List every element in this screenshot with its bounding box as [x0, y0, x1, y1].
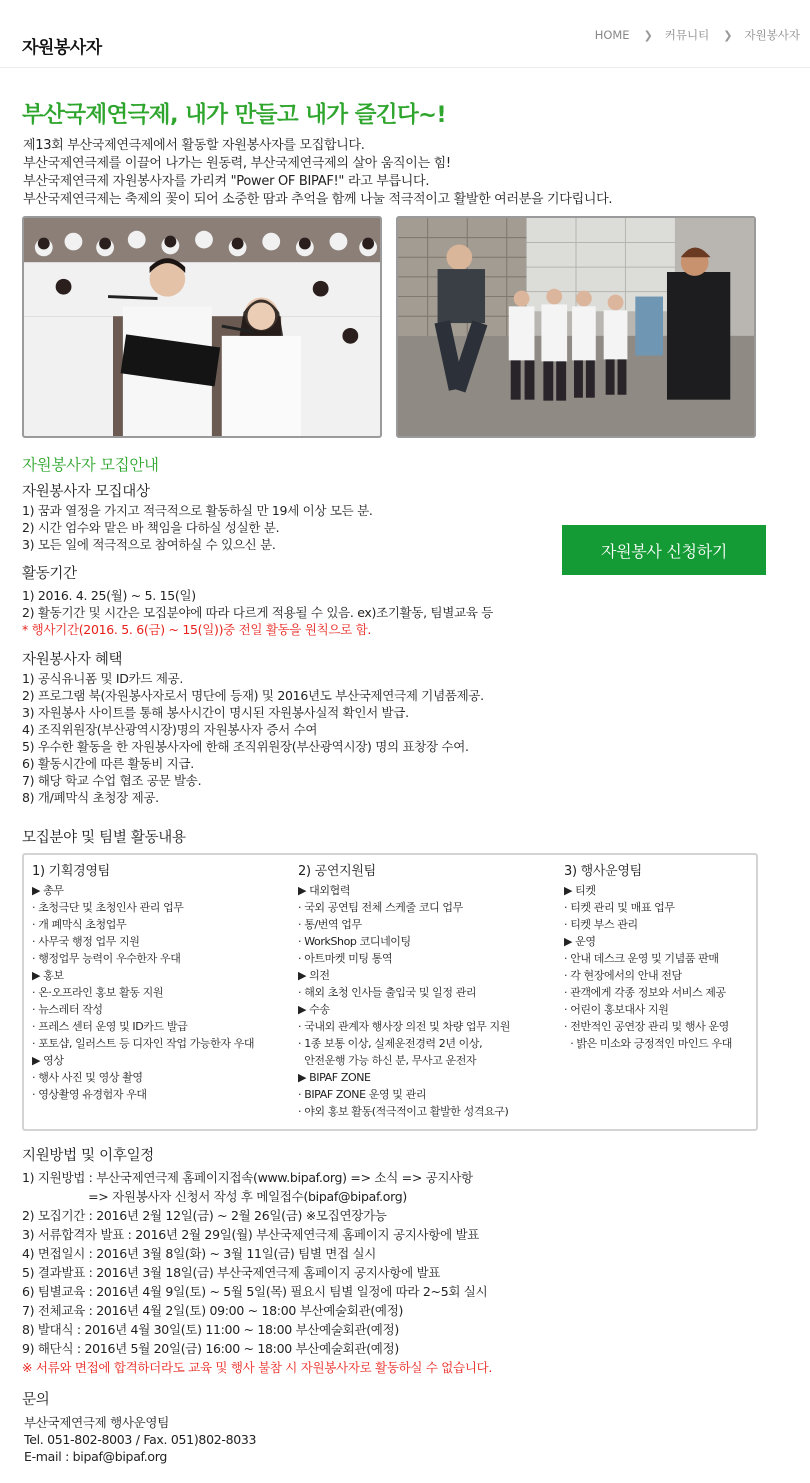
team-column-planning	[32, 863, 254, 1103]
team-line: · 영상촬영 유경험자 우대	[32, 1088, 147, 1101]
team-line: ▶ 영상	[32, 1054, 64, 1067]
list-item: 3) 모든 일에 적극적으로 참여하실 수 있으신 분.	[22, 537, 276, 552]
team-line: · 전반적인 공연장 관리 및 행사 운영	[564, 1020, 729, 1033]
list-item: 4) 면접일시 : 2016년 3월 8일(화) ~ 3월 11일(금) 팀별 면접 실시	[22, 1246, 377, 1261]
list-item: 1) 공식유니폼 및 ID카드 제공.	[22, 671, 184, 686]
intro-text	[23, 137, 612, 209]
contact-team: 부산국제연극제 행사운영팀	[24, 1415, 169, 1430]
team-line: · 안내 데스크 운영 및 기념품 판매	[564, 952, 719, 965]
contact-title: 문의	[22, 1392, 50, 1408]
list-item: 1) 2016. 4. 25(월) ~ 5. 15(일)	[22, 588, 196, 603]
list-item: 5) 우수한 활동을 한 자원봉사자에 한해 조직위원장(부산광역시장) 명의 표창장 수여.	[22, 739, 469, 754]
team-line: · 초청극단 및 초청인사 관리 업무	[32, 901, 184, 914]
team-line: · 통/번역 업무	[298, 918, 362, 931]
teams-box	[22, 853, 758, 1131]
intro-line: 부산국제연극제를 이끌어 나가는 원동력, 부산국제연극제의 살아 움직이는 힘!	[23, 156, 451, 171]
team-line: · 밝은 미소와 긍정적인 마인드 우대	[564, 1037, 732, 1050]
team-line: · 야외 홍보 활동(적극적이고 활발한 성격요구)	[298, 1105, 509, 1118]
intro-line: 부산국제연극제 자원봉사자를 가리켜 "Power OF BIPAF!" 라고 부릅니다.	[23, 174, 430, 189]
list-item: 8) 발대식 : 2016년 4월 30일(토) 11:00 ~ 18:00 부산예술회관(예정)	[22, 1322, 399, 1337]
period-list	[22, 587, 493, 638]
team-column-operations	[564, 863, 732, 1052]
team-line: · 1종 보통 이상, 실제운전경력 2년 이상,	[298, 1037, 483, 1050]
team-line: · 아트마켓 미팅 통역	[298, 952, 393, 965]
list-item: 9) 해단식 : 2016년 5월 20일(금) 16:00 ~ 18:00 부산예술회관(예정)	[22, 1341, 399, 1356]
team-line: · 온·오프라인 홍보 활동 지원	[32, 986, 164, 999]
team-line: · 티켓 관리 및 매표 업무	[564, 901, 675, 914]
chevron-right-icon: ❯	[723, 28, 733, 42]
photo-volunteer-performance	[396, 216, 756, 438]
contact-info	[24, 1414, 256, 1465]
page-title: 자원봉사자	[22, 38, 102, 58]
period-note: * 행사기간(2016. 5. 6(금) ~ 15(일))중 전일 활동을 원칙으로 함.	[22, 622, 372, 637]
list-item: => 자원봉사자 신청서 작성 후 메일접수(bipaf@bipaf.org)	[22, 1189, 407, 1204]
team-line: ▶ 수송	[298, 1003, 330, 1016]
team-line: · WorkShop 코디네이팅	[298, 935, 411, 948]
team-line: · 관객에게 각종 정보와 서비스 제공	[564, 986, 726, 999]
list-item: 4) 조직위원장(부산광역시장)명의 자원봉사자 증서 수여	[22, 722, 318, 737]
schedule-list	[22, 1168, 492, 1377]
team-line: · 티켓 부스 관리	[564, 918, 638, 931]
benefit-title: 자원봉사자 혜택	[22, 652, 123, 668]
intro-line: 부산국제연극제는 축제의 꽃이 되어 소중한 땀과 추억을 함께 나눌 적극적이고 활발한 여러분을 기다립니다.	[23, 192, 613, 207]
list-item: 2) 프로그램 북(자원봉사자로서 명단에 등재) 및 2016년도 부산국제연극제 기념품제공.	[22, 688, 484, 703]
team-line: · 어린이 홍보대사 지원	[564, 1003, 669, 1016]
recruit-target-title: 자원봉사자 모집대상	[22, 484, 150, 500]
breadcrumb-home[interactable]: HOME	[594, 28, 630, 42]
breadcrumb-community[interactable]: 커뮤니티	[664, 28, 710, 42]
intro-line: 제13회 부산국제연극제에서 활동할 자원봉사자를 모집합니다.	[23, 138, 365, 153]
team-line: · 사무국 행정 업무 지원	[32, 935, 140, 948]
team-line: ▶ BIPAF ZONE	[298, 1071, 371, 1084]
list-item: 3) 서류합격자 발표 : 2016년 2월 29일(월) 부산국제연극제 홈페이지 공지사항에 발표	[22, 1227, 480, 1242]
schedule-title: 지원방법 및 이후일정	[22, 1148, 154, 1164]
chevron-right-icon: ❯	[643, 28, 653, 42]
apply-volunteer-button[interactable]: 자원봉사 신청하기	[562, 525, 766, 575]
team-line: ▶ 의전	[298, 969, 330, 982]
list-item: 7) 해당 학교 수업 협조 공문 발송.	[22, 773, 202, 788]
period-title: 활동기간	[22, 566, 77, 582]
list-item: 5) 결과발표 : 2016년 3월 18일(금) 부산국제연극제 홈페이지 공지사항에 발표	[22, 1265, 441, 1280]
team-line: ▶ 대외협력	[298, 884, 351, 897]
team-line: · 행정업무 능력이 우수한자 우대	[32, 952, 181, 965]
team-line: · 행사 사진 및 영상 촬영	[32, 1071, 143, 1084]
team-line: · 프레스 센터 운영 및 ID카드 발급	[32, 1020, 188, 1033]
breadcrumb-current[interactable]: 자원봉사자	[744, 28, 800, 42]
team-line: · 국외 공연팀 전체 스케줄 코디 업무	[298, 901, 463, 914]
recruit-target-list	[22, 502, 373, 553]
team-column-performance	[298, 863, 510, 1120]
team-line: · 각 현장에서의 안내 전담	[564, 969, 682, 982]
team-line: · BIPAF ZONE 운영 및 관리	[298, 1088, 427, 1101]
list-item: 8) 개/폐막식 초청장 제공.	[22, 790, 159, 805]
team-line: · 포토샵, 일러스트 등 디자인 작업 가능한자 우대	[32, 1037, 255, 1050]
team-name: 2) 공연지원팀	[298, 864, 376, 879]
contact-phone: Tel. 051-802-8003 / Fax. 051)802-8033	[24, 1432, 257, 1447]
team-line: · 국내외 관계자 행사장 의전 및 차량 업무 지원	[298, 1020, 510, 1033]
headline: 부산국제연극제, 내가 만들고 내가 즐긴다~!	[22, 102, 447, 128]
team-line: · 개 폐막식 초청업무	[32, 918, 127, 931]
list-item: 6) 활동시간에 따른 활동비 지급.	[22, 756, 194, 771]
list-item: 2) 모집기간 : 2016년 2월 12일(금) ~ 2월 26일(금) ※모집연장가능	[22, 1208, 387, 1223]
photo-volunteer-oath	[22, 216, 382, 438]
list-item: 7) 전체교육 : 2016년 4월 2일(토) 09:00 ~ 18:00 부산예술회관(예정)	[22, 1303, 404, 1318]
team-name: 1) 기획경영팀	[32, 864, 110, 879]
header-divider	[0, 67, 810, 68]
team-line: ▶ 운영	[564, 935, 596, 948]
team-line: · 뉴스레터 작성	[32, 1003, 103, 1016]
team-line: ▶ 티켓	[564, 884, 596, 897]
team-line: · 해외 초청 인사들 출입국 및 일정 관리	[298, 986, 477, 999]
teams-title: 모집분야 및 팀별 활동내용	[22, 830, 186, 846]
list-item: 1) 지원방법 : 부산국제연극제 홈페이지접속(www.bipaf.org) => 소식 => 공지사항	[22, 1170, 473, 1185]
breadcrumb	[595, 27, 800, 43]
list-item: 1) 꿈과 열정을 가지고 적극적으로 활동하실 만 19세 이상 모든 분.	[22, 503, 373, 518]
team-line: ▶ 총무	[32, 884, 64, 897]
list-item: 6) 팀별교육 : 2016년 4월 9일(토) ~ 5월 5일(목) 필요시 팀별 일정에 따라 2~5회 실시	[22, 1284, 488, 1299]
team-line: 안전운행 가능 하신 분, 무사고 운전자	[298, 1054, 477, 1067]
team-name: 3) 행사운영팀	[564, 864, 642, 879]
list-item: 2) 활동기간 및 시간은 모집분야에 따라 다르게 적용될 수 있음. ex)조기활동, 팀별교육 등	[22, 605, 494, 620]
schedule-note: ※ 서류와 면접에 합격하더라도 교육 및 행사 불참 시 자원봉사자로 활동하실 수 없습니다.	[22, 1360, 493, 1375]
list-item: 3) 자원봉사 사이트를 통해 봉사시간이 명시된 자원봉사실적 확인서 발급.	[22, 705, 409, 720]
team-line: ▶ 홍보	[32, 969, 64, 982]
benefit-list	[22, 670, 484, 806]
contact-email[interactable]: E-mail : bipaf@bipaf.org	[24, 1449, 168, 1464]
list-item: 2) 시간 엄수와 맡은 바 책임을 다하실 성실한 분.	[22, 520, 280, 535]
recruit-section-title: 자원봉사자 모집안내	[22, 456, 159, 474]
